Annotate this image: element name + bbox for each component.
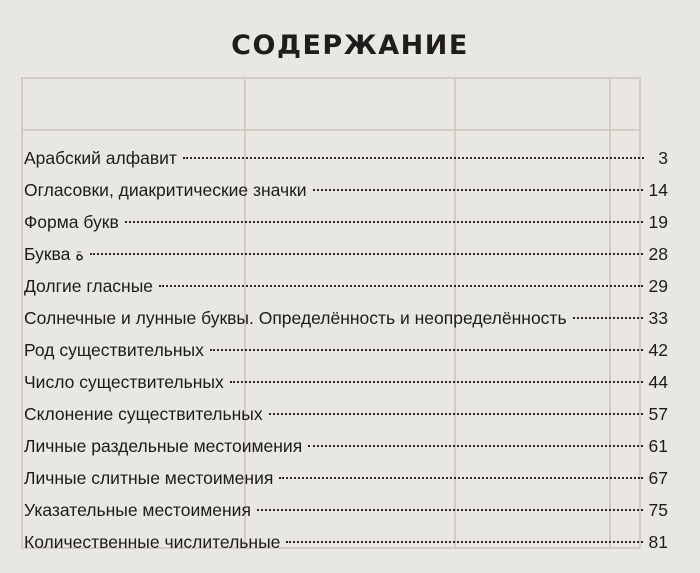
toc-entry-cardinal-numerals[interactable] bbox=[24, 526, 668, 558]
toc-entry-arabic-alphabet[interactable] bbox=[24, 142, 668, 174]
toc-entry-title: Количественные числительные bbox=[24, 532, 281, 552]
toc-entry-page: 3 bbox=[658, 148, 668, 168]
toc-entry-page: 67 bbox=[648, 468, 668, 488]
toc-entry-title: Указательные местоимения bbox=[24, 500, 251, 520]
toc-entry-title: Арабский алфавит bbox=[24, 148, 177, 168]
dot-leader bbox=[210, 349, 643, 351]
page-title: СОДЕРЖАНИЕ bbox=[231, 30, 469, 61]
toc-entry-title-text: Буква bbox=[24, 244, 71, 264]
toc-entry-noun-number[interactable] bbox=[24, 366, 668, 398]
toc-entry-page: 75 bbox=[648, 500, 668, 520]
toc-entry-title: Число существительных bbox=[24, 372, 224, 392]
toc-entry-title: Долгие гласные bbox=[24, 276, 154, 296]
dot-leader bbox=[279, 477, 642, 479]
toc-entry-attached-pronouns[interactable] bbox=[24, 462, 668, 494]
dot-leader bbox=[257, 509, 643, 511]
toc-entry-page: 33 bbox=[648, 308, 668, 328]
toc-list bbox=[24, 142, 668, 558]
toc-entry-sun-moon-letters[interactable] bbox=[24, 302, 668, 334]
toc-entry-noun-declension[interactable] bbox=[24, 398, 668, 430]
toc-entry-title: Огласовки, диакритические значки bbox=[24, 180, 307, 200]
toc-entry-page: 19 bbox=[648, 212, 668, 232]
arabic-letter: ة bbox=[75, 245, 85, 265]
toc-entry-letter-forms[interactable] bbox=[24, 206, 668, 238]
toc-entry-page: 29 bbox=[648, 276, 668, 296]
toc-entry-title: Форма букв bbox=[24, 212, 119, 232]
dot-leader bbox=[230, 381, 643, 383]
dot-leader bbox=[269, 413, 643, 415]
toc-entry-title: Личные раздельные местоимения bbox=[24, 436, 303, 456]
toc-entry-title bbox=[24, 238, 84, 271]
dot-leader bbox=[125, 221, 643, 223]
toc-entry-title: Склонение существительных bbox=[24, 404, 263, 424]
toc-entry-page: 61 bbox=[648, 436, 668, 456]
dot-leader bbox=[90, 253, 642, 255]
toc-entry-vowel-marks[interactable] bbox=[24, 174, 668, 206]
toc-entry-title: Личные слитные местоимения bbox=[24, 468, 274, 488]
toc-entry-separate-pronouns[interactable] bbox=[24, 430, 668, 462]
toc-entry-page: 28 bbox=[648, 244, 668, 264]
toc-entry-noun-gender[interactable] bbox=[24, 334, 668, 366]
toc-entry-page: 81 bbox=[648, 532, 668, 552]
toc-entry-page: 44 bbox=[648, 372, 668, 392]
toc-entry-demonstrative-pronouns[interactable] bbox=[24, 494, 668, 526]
dot-leader bbox=[286, 541, 642, 543]
dot-leader bbox=[573, 317, 643, 319]
toc-entry-letter-ta-marbuta[interactable] bbox=[24, 238, 668, 270]
toc-entry-page: 57 bbox=[648, 404, 668, 424]
dot-leader bbox=[308, 445, 642, 447]
dot-leader bbox=[159, 285, 643, 287]
toc-entry-long-vowels[interactable] bbox=[24, 270, 668, 302]
dot-leader bbox=[313, 189, 643, 191]
toc-entry-title: Род существительных bbox=[24, 340, 204, 360]
toc-entry-page: 42 bbox=[648, 340, 668, 360]
dot-leader bbox=[183, 157, 644, 159]
toc-entry-page: 14 bbox=[648, 180, 668, 200]
toc-entry-title: Солнечные и лунные буквы. Определённость и неопределённость bbox=[24, 308, 567, 328]
